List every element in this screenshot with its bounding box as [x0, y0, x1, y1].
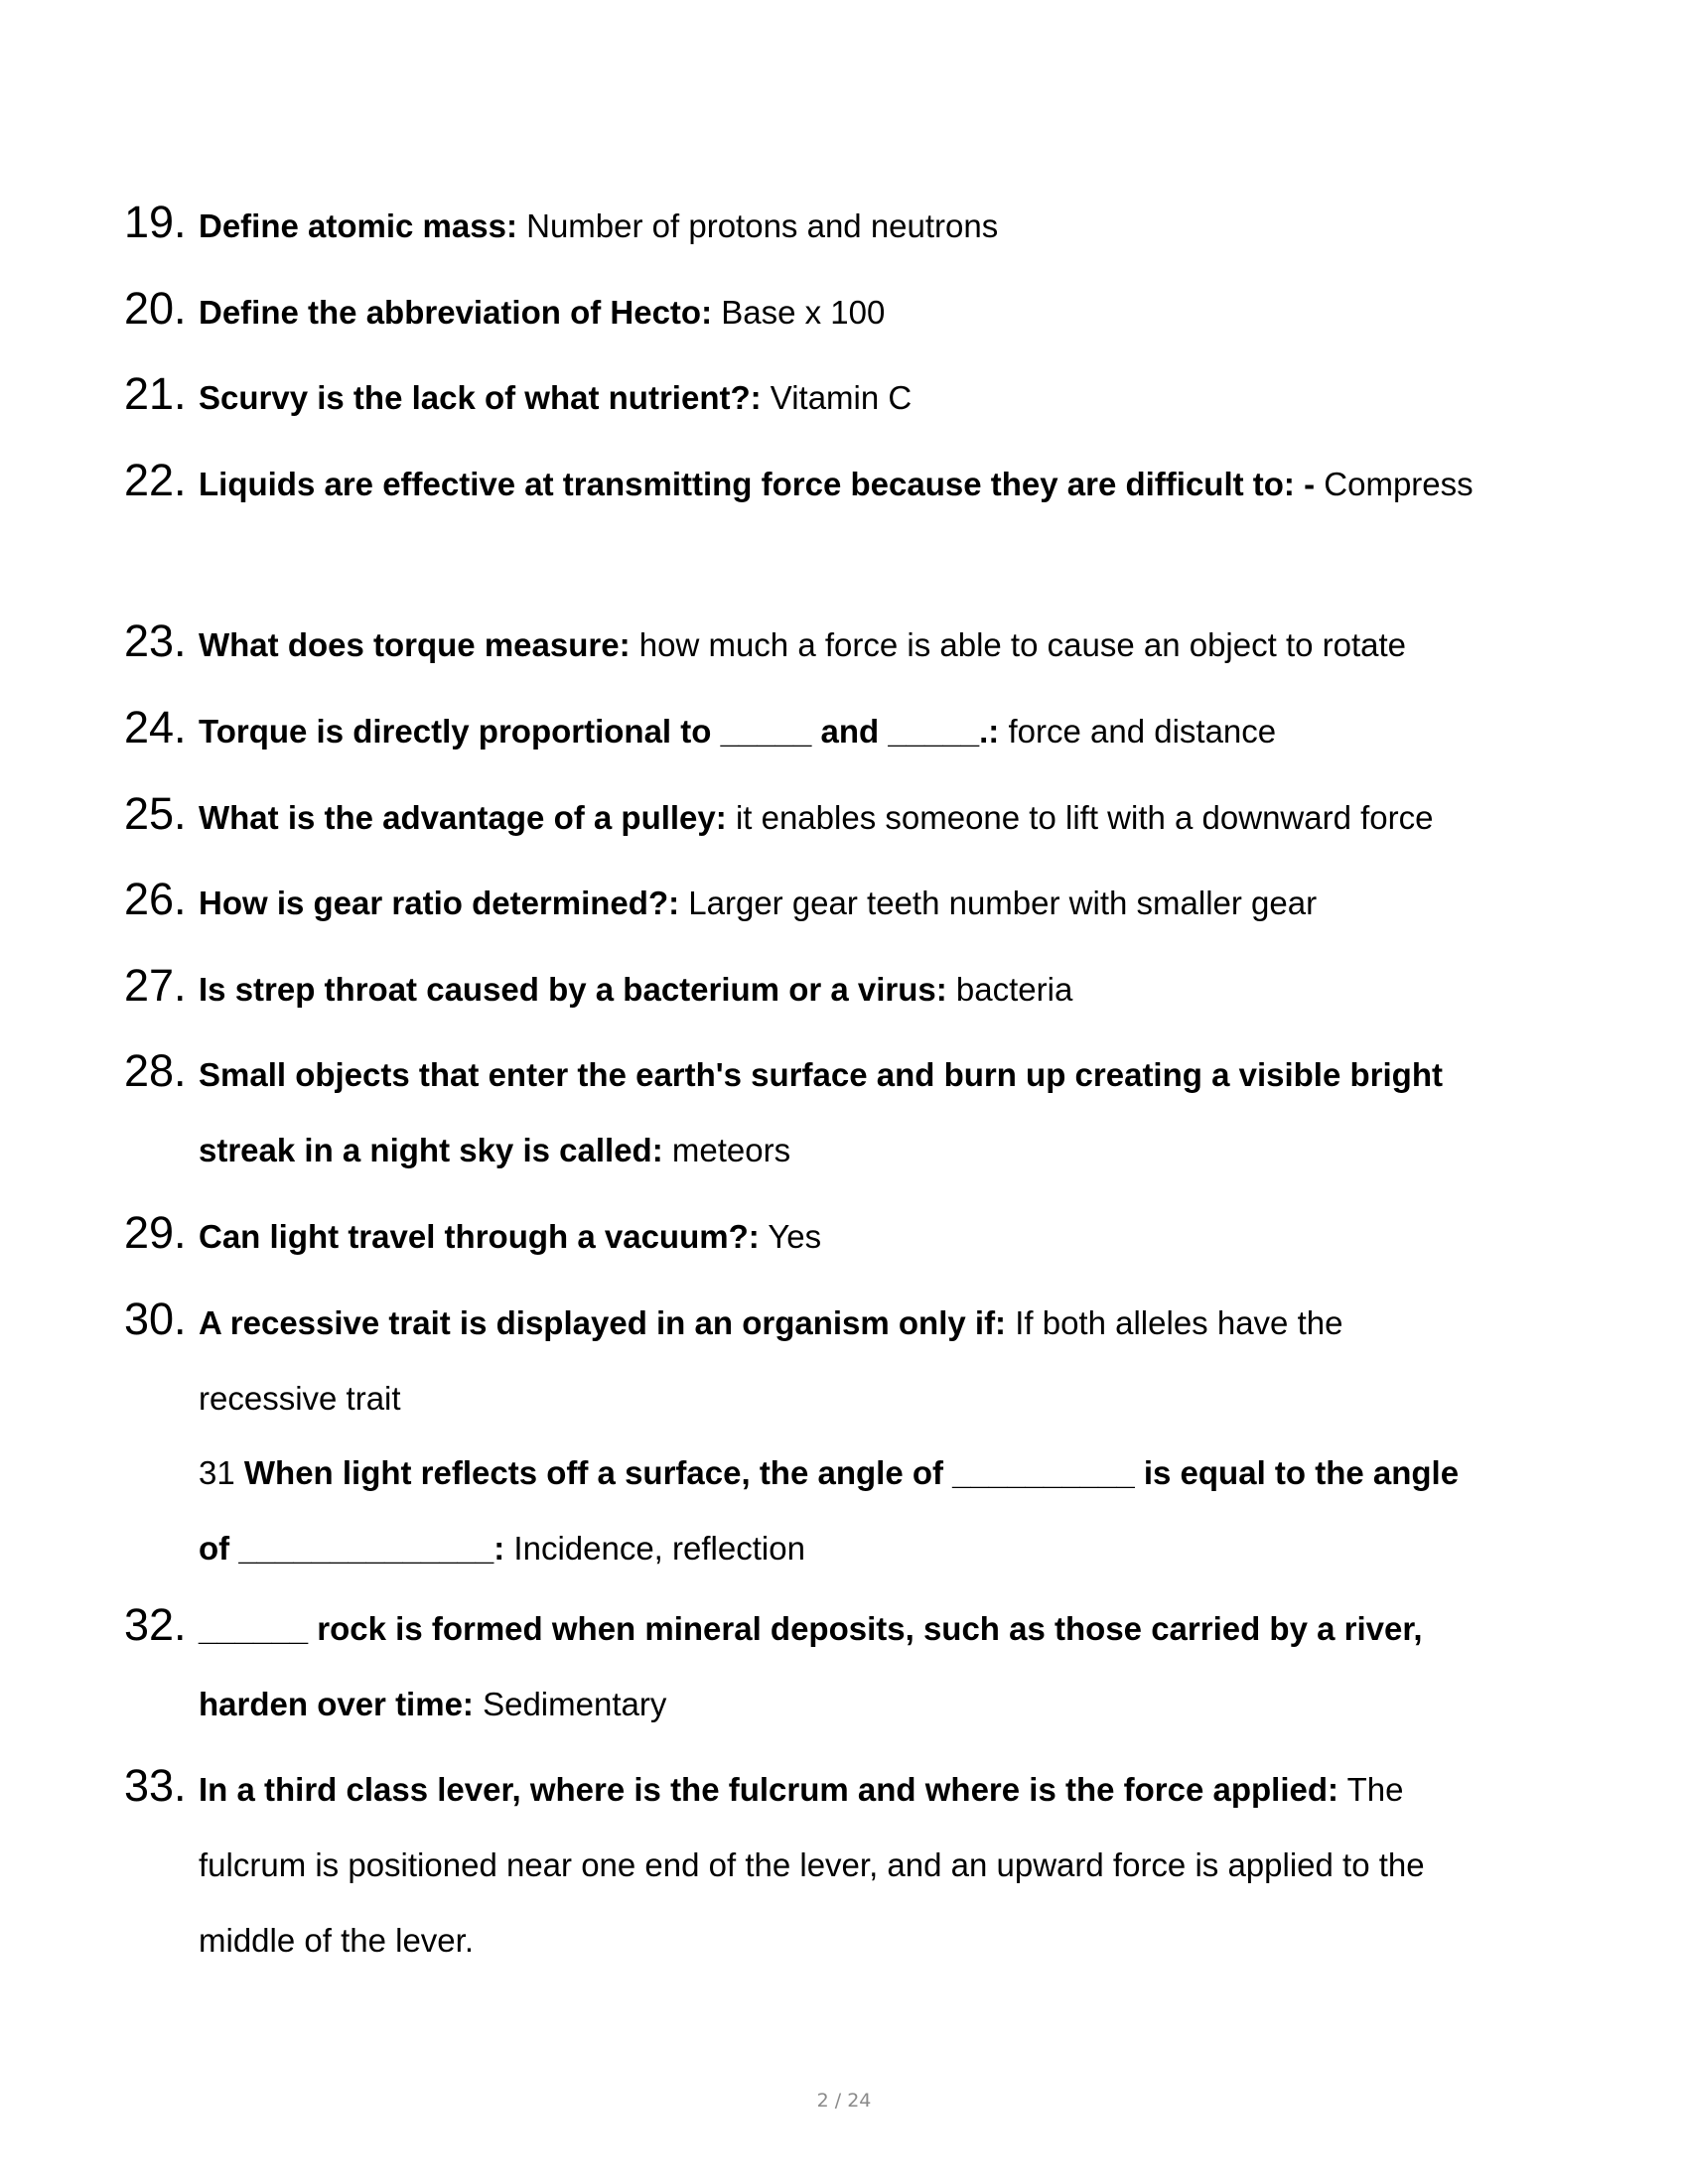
answer-text: Vitamin C [770, 379, 913, 416]
question-text: Scurvy is the lack of what nutrient?: [199, 379, 762, 416]
answer-text: If both alleles have the recessive trait [199, 1304, 1343, 1417]
item-number: 23. [124, 615, 187, 666]
question-text: Define atomic mass: [199, 207, 517, 244]
answer-text: The fulcrum is positioned near one end of the lever, and an upward force is applied to the middle of the lever. [199, 1771, 1425, 1959]
item-number: 33. [124, 1760, 187, 1811]
item-number: 26. [124, 874, 187, 924]
qa-item [124, 1199, 1489, 1275]
item-number: 21. [124, 368, 187, 419]
qa-item [124, 1037, 1489, 1188]
item-number: 31 [199, 1454, 235, 1491]
question-text: Liquids are effective at transmitting force because they are difficult to: - [199, 466, 1316, 502]
answer-text: Incidence, reflection [513, 1530, 805, 1567]
qa-item [124, 780, 1489, 856]
answer-text: Larger gear teeth number with smaller gear [688, 885, 1318, 921]
qa-item [124, 694, 1489, 769]
qa-item [124, 866, 1489, 941]
answer-text: meteors [671, 1132, 791, 1168]
item-number: 27. [124, 960, 187, 1011]
answer-text: Number of protons and neutrons [526, 207, 999, 244]
answer-text: force and distance [1008, 713, 1277, 750]
question-text: Torque is directly proportional to _____ and _____.: [199, 713, 1000, 750]
question-text: What does torque measure: [199, 626, 631, 663]
item-number: 32. [124, 1599, 187, 1650]
qa-item [124, 360, 1489, 436]
question-text: How is gear ratio determined?: [199, 885, 680, 921]
item-number: 22. [124, 455, 187, 505]
item-number: 19. [124, 197, 187, 247]
item-number: 20. [124, 283, 187, 334]
item-number: 28. [124, 1045, 187, 1096]
qa-item [124, 1591, 1489, 1742]
question-text: When light reflects off a surface, the angle of __________ is equal to the angle of ______________: [199, 1454, 1460, 1567]
question-text: Small objects that enter the earth's surface and burn up creating a visible bright streak in a night sky is called: [199, 1056, 1443, 1168]
question-text: Can light travel through a vacuum?: [199, 1218, 760, 1255]
answer-text: Yes [768, 1218, 822, 1255]
question-text: Is strep throat caused by a bacterium or a virus: [199, 971, 947, 1008]
question-text: What is the advantage of a pulley: [199, 799, 727, 836]
answer-text: Sedimentary [483, 1686, 667, 1722]
answer-text: how much a force is able to cause an object to rotate [638, 626, 1407, 663]
qa-item [199, 1435, 1489, 1586]
qa-item [124, 608, 1489, 683]
item-number: 29. [124, 1207, 187, 1258]
qa-item [124, 447, 1489, 522]
question-text: ______ rock is formed when mineral deposits, such as those carried by a river, harden over time: [199, 1610, 1423, 1722]
qa-item [124, 189, 1489, 264]
question-text: A recessive trait is displayed in an organism only if: [199, 1304, 1007, 1341]
question-text: In a third class lever, where is the fulcrum and where is the force applied: [199, 1771, 1339, 1808]
item-number: 25. [124, 788, 187, 839]
qa-item [124, 1752, 1489, 1979]
answer-text: it enables someone to lift with a downward force [735, 799, 1434, 836]
item-number: 30. [124, 1294, 187, 1344]
qa-item [124, 1286, 1489, 1436]
answer-text: Compress [1324, 466, 1474, 502]
qa-item [124, 952, 1489, 1027]
item-number: 24. [124, 702, 187, 752]
answer-text: Base x 100 [721, 294, 886, 331]
page-number-footer: 2 / 24 [816, 2090, 872, 2112]
question-text: Define the abbreviation of Hecto: [199, 294, 713, 331]
qa-item [124, 275, 1489, 350]
answer-text: bacteria [955, 971, 1073, 1008]
